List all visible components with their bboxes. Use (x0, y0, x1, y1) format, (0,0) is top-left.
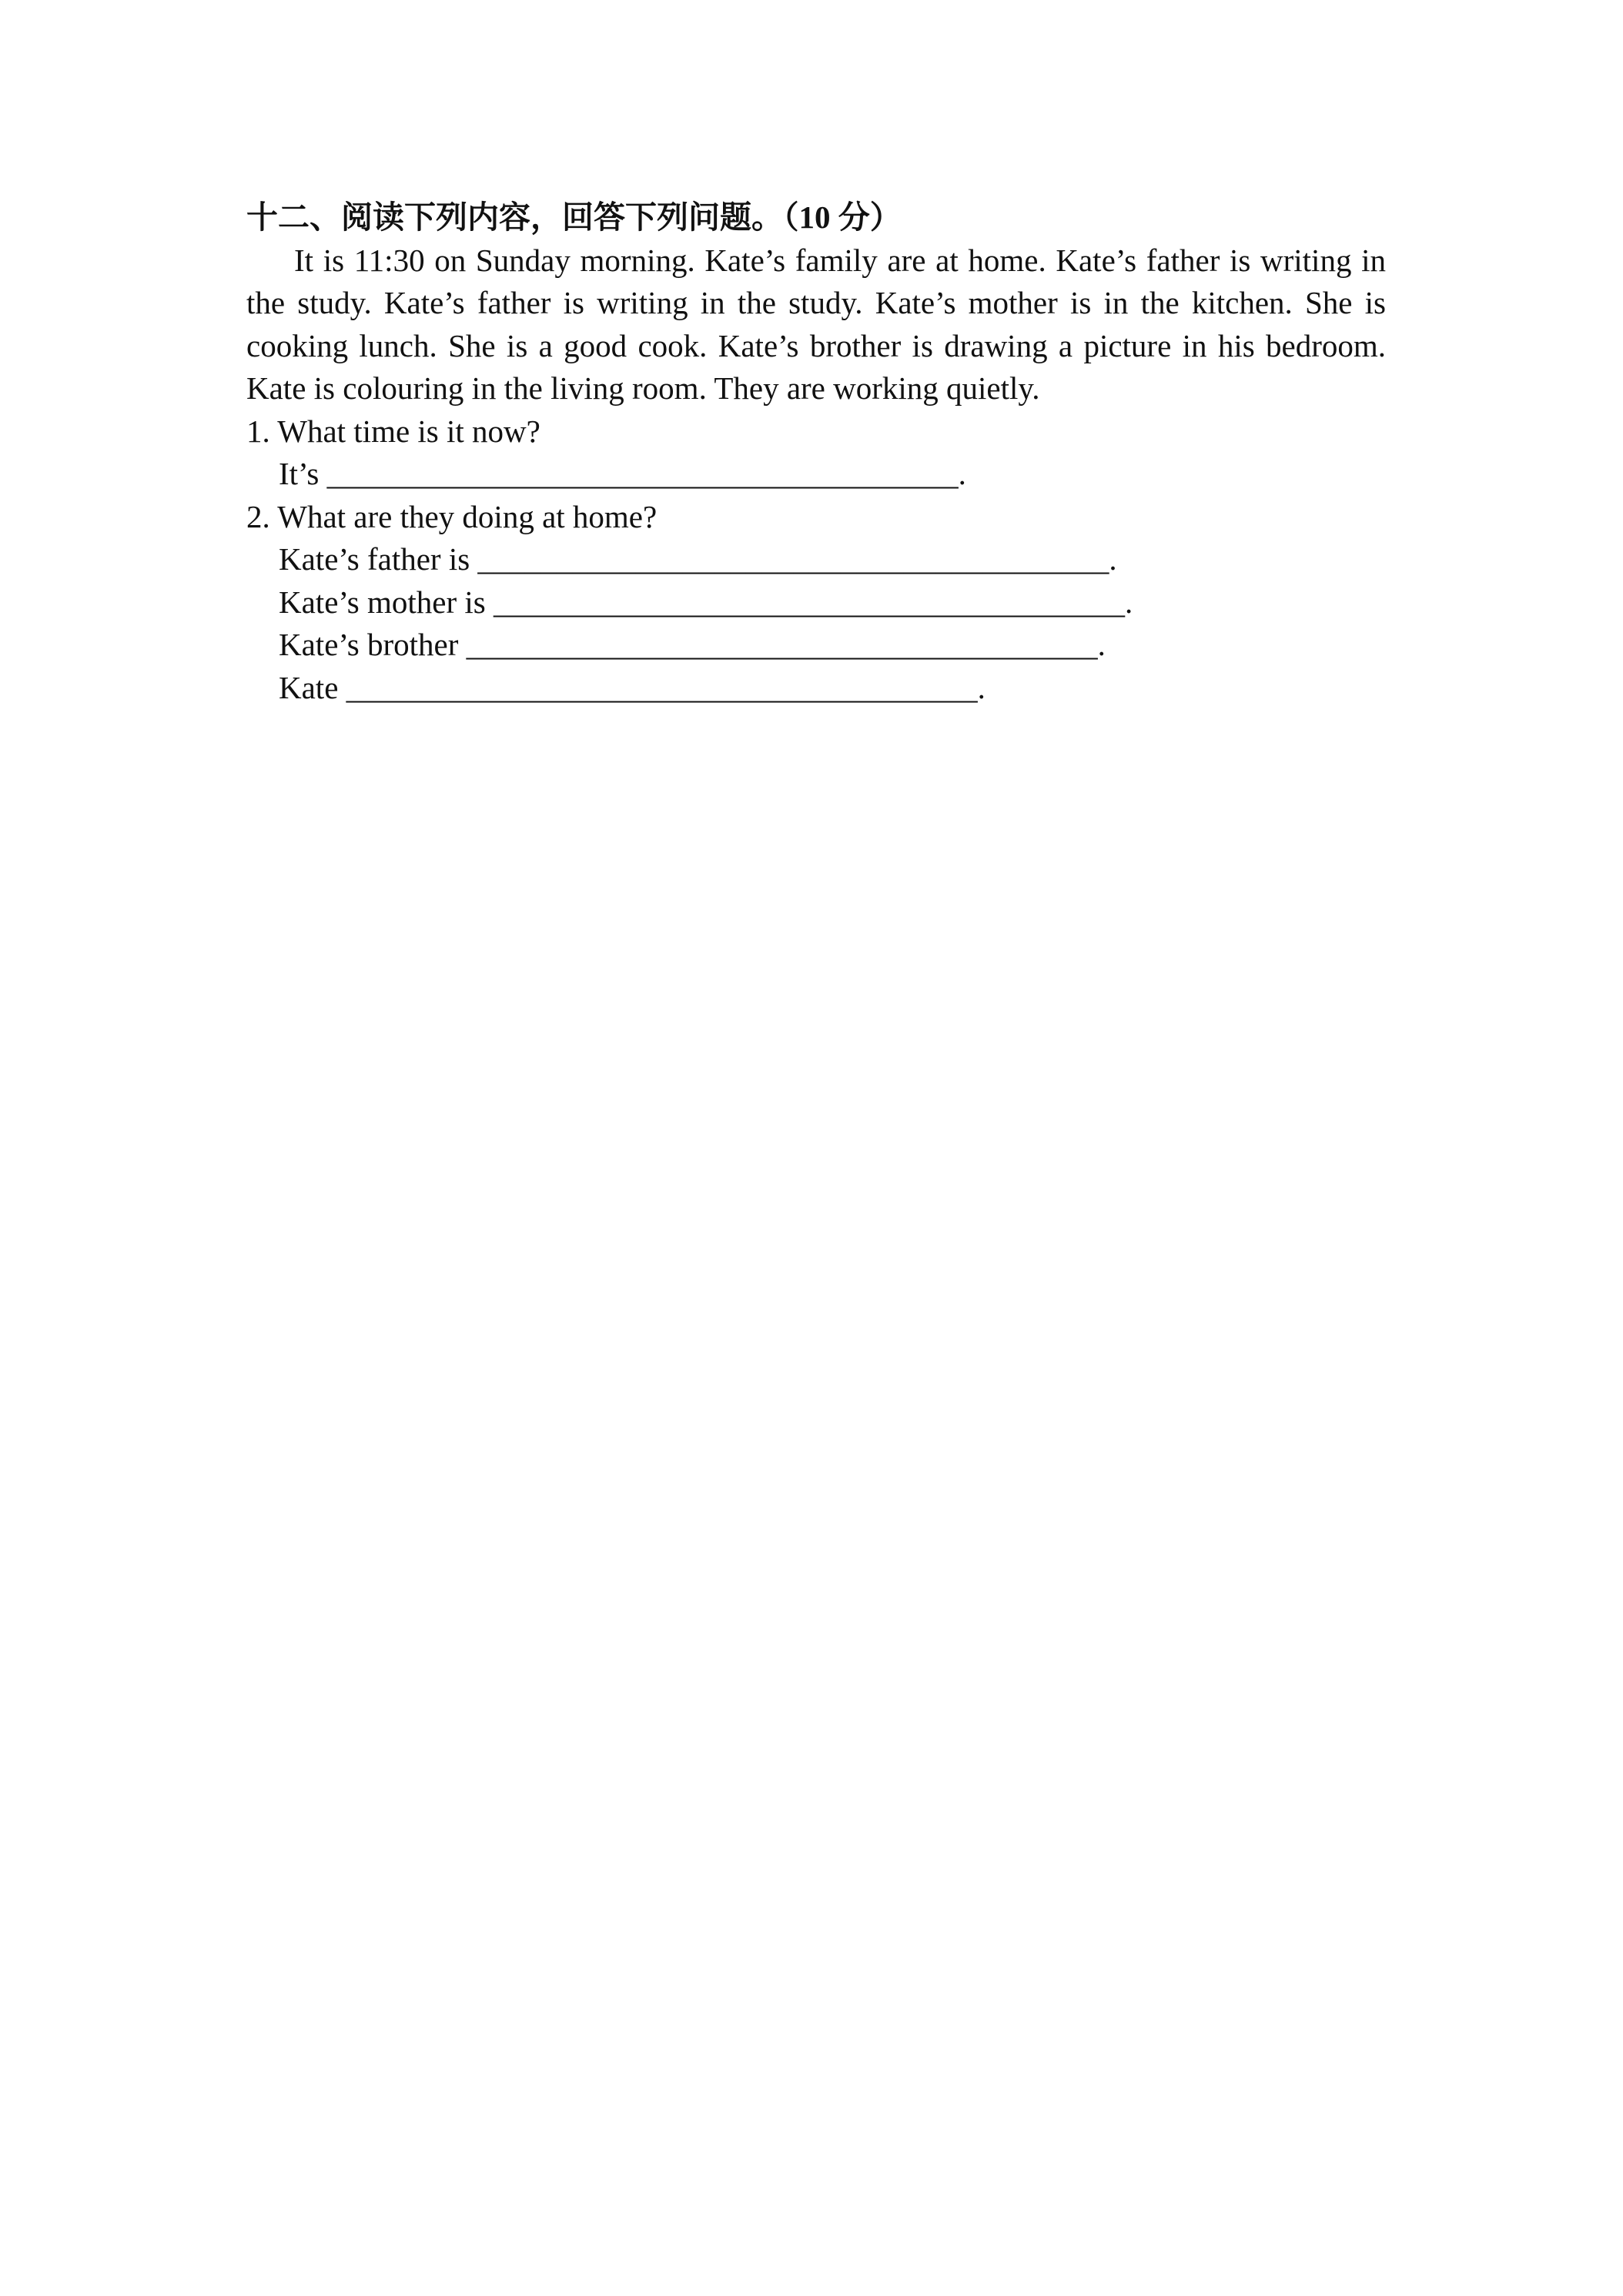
question-1-answer-line: It’s ________________________________________. (279, 456, 966, 491)
answer-line-father: Kate’s father is ________________________________________. (279, 541, 1117, 577)
reading-section (246, 196, 1386, 709)
answer-line-mother: Kate’s mother is ________________________________________. (279, 584, 1133, 620)
answer-line-brother: Kate’s brother ________________________________________. (279, 627, 1106, 662)
answer-line-kate: Kate ________________________________________. (279, 669, 986, 705)
reading-passage: It is 11:30 on Sunday morning. Kate’s family are at home. Kate’s father is writing in the study. Kate’s father is writing in the study. Kate’s mother is in the kitchen. She is cooking lunch. She is a good cook. Kate’s brother is drawing a picture in his bedroom. Kate is colouring in the living room. They are working quietly. (246, 242, 1386, 406)
question-1-prompt: 1. What time is it now? (246, 413, 540, 449)
question-2-prompt: 2. What are they doing at home? (246, 498, 658, 534)
section-title: 十二、阅读下列内容，回答下列问题。（10 分） (246, 199, 902, 235)
